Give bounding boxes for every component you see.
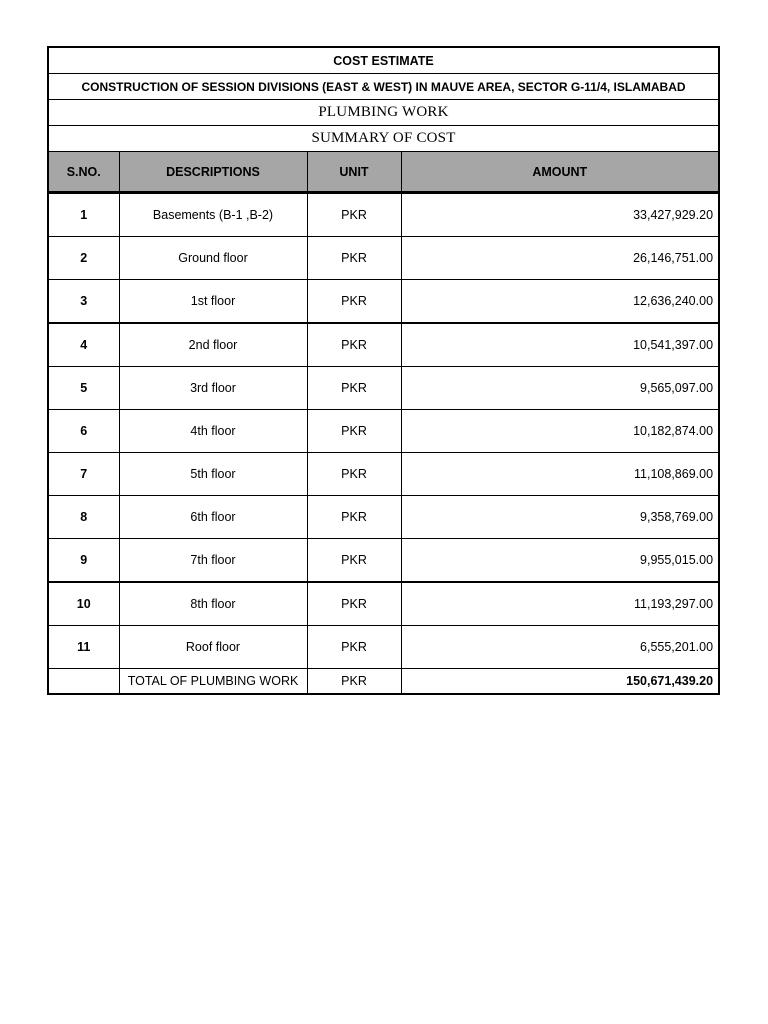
table-row: [48, 453, 719, 496]
column-header-sno: S.NO.: [48, 152, 119, 193]
row-amount: 33,427,929.20: [401, 193, 719, 237]
row-description: 1st floor: [119, 280, 307, 324]
column-header-description: DESCRIPTIONS: [119, 152, 307, 193]
row-amount: 9,358,769.00: [401, 496, 719, 539]
table-row: [48, 193, 719, 237]
row-unit: PKR: [307, 280, 401, 324]
summary-row: [48, 126, 719, 152]
project-row: [48, 74, 719, 100]
row-description: Basements (B-1 ,B-2): [119, 193, 307, 237]
row-sno: 2: [48, 237, 119, 280]
row-sno: 11: [48, 626, 119, 669]
table-row: [48, 496, 719, 539]
row-unit: PKR: [307, 410, 401, 453]
table-row: [48, 582, 719, 626]
table-row: [48, 626, 719, 669]
row-sno: 7: [48, 453, 119, 496]
row-unit: PKR: [307, 626, 401, 669]
total-unit: PKR: [307, 669, 401, 695]
row-description: 7th floor: [119, 539, 307, 583]
row-amount: 9,565,097.00: [401, 367, 719, 410]
row-description: Roof floor: [119, 626, 307, 669]
row-amount: 9,955,015.00: [401, 539, 719, 583]
total-row: [48, 669, 719, 695]
row-description: 2nd floor: [119, 323, 307, 367]
item-rows: [48, 193, 719, 669]
total-sno: [48, 669, 119, 695]
work-row: [48, 100, 719, 126]
row-sno: 10: [48, 582, 119, 626]
row-unit: PKR: [307, 582, 401, 626]
row-description: 5th floor: [119, 453, 307, 496]
row-amount: 10,182,874.00: [401, 410, 719, 453]
row-sno: 3: [48, 280, 119, 324]
row-sno: 1: [48, 193, 119, 237]
table-row: [48, 323, 719, 367]
table-row: [48, 237, 719, 280]
row-amount: 11,193,297.00: [401, 582, 719, 626]
total-description: TOTAL OF PLUMBING WORK: [119, 669, 307, 695]
row-description: 4th floor: [119, 410, 307, 453]
row-description: Ground floor: [119, 237, 307, 280]
row-amount: 11,108,869.00: [401, 453, 719, 496]
row-unit: PKR: [307, 323, 401, 367]
row-unit: PKR: [307, 539, 401, 583]
cost-estimate-table: [47, 46, 720, 695]
row-unit: PKR: [307, 193, 401, 237]
row-description: 8th floor: [119, 582, 307, 626]
row-sno: 9: [48, 539, 119, 583]
row-sno: 6: [48, 410, 119, 453]
column-header-amount: AMOUNT: [401, 152, 719, 193]
column-header-row: [48, 152, 719, 193]
table-row: [48, 410, 719, 453]
project-name: CONSTRUCTION OF SESSION DIVISIONS (EAST & WEST) IN MAUVE AREA, SECTOR G-11/4, ISLAMABAD: [48, 74, 719, 100]
row-unit: PKR: [307, 453, 401, 496]
row-description: 6th floor: [119, 496, 307, 539]
table-row: [48, 367, 719, 410]
column-header-unit: UNIT: [307, 152, 401, 193]
document-title: COST ESTIMATE: [48, 47, 719, 74]
row-sno: 8: [48, 496, 119, 539]
title-row: [48, 47, 719, 74]
row-unit: PKR: [307, 367, 401, 410]
row-unit: PKR: [307, 237, 401, 280]
table-row: [48, 280, 719, 324]
work-heading: PLUMBING WORK: [48, 100, 719, 126]
row-amount: 10,541,397.00: [401, 323, 719, 367]
row-amount: 26,146,751.00: [401, 237, 719, 280]
row-sno: 4: [48, 323, 119, 367]
row-amount: 6,555,201.00: [401, 626, 719, 669]
total-amount: 150,671,439.20: [401, 669, 719, 695]
summary-heading: SUMMARY OF COST: [48, 126, 719, 152]
row-unit: PKR: [307, 496, 401, 539]
row-amount: 12,636,240.00: [401, 280, 719, 324]
row-sno: 5: [48, 367, 119, 410]
row-description: 3rd floor: [119, 367, 307, 410]
table-row: [48, 539, 719, 583]
